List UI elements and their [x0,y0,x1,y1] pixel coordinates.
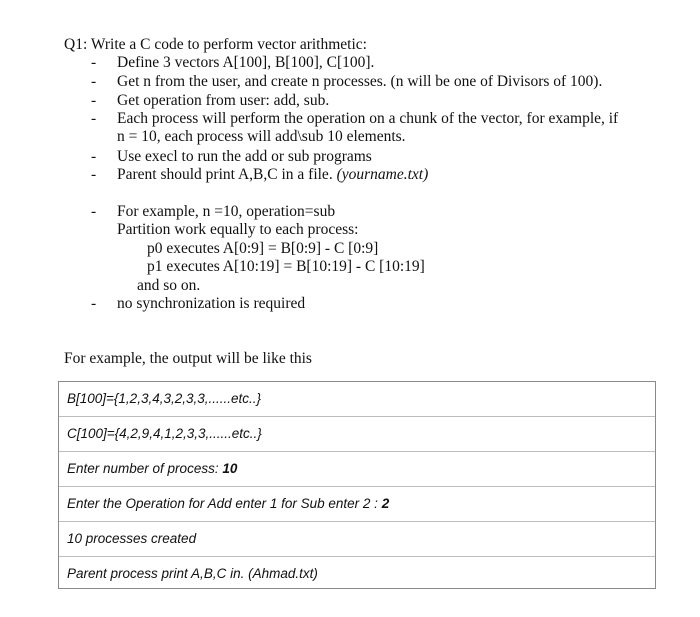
example-line-2: Partition work equally to each process: [117,221,359,238]
bullet-dash: - [91,203,97,220]
bullet-get-operation: Get operation from user: add, sub. [117,92,330,109]
output-process-prompt: Enter number of process: [67,461,223,476]
bullet-parent-print-filename: (yourname.txt) [336,166,429,183]
bullet-use-execl: Use execl to run the add or sub programs [117,148,372,165]
output-line-process-count [67,461,237,477]
bullet-no-sync: no synchronization is required [117,295,306,312]
bullet-dash: - [91,166,97,183]
output-operation-value: 2 [381,496,390,511]
bullet-get-n: Get n from the user, and create n processes. (n will be one of Divisors of 100). [117,73,603,90]
output-divider [59,486,655,487]
output-operation-prompt: Enter the Operation for Add enter 1 for Sub enter 2 : [67,496,382,511]
output-divider [59,451,655,452]
bullet-dash: - [91,73,97,90]
output-example-box [58,381,656,589]
bullet-parent-print [117,166,428,184]
question-number: Q1: [64,36,88,53]
example-line-4: p1 executes A[10:19] = B[10:19] - C [10:19] [147,258,425,275]
output-divider [59,556,655,557]
bullet-define-vectors: Define 3 vectors A[100], B[100], C[100]. [117,54,375,71]
question-heading [64,36,367,54]
bullet-dash: - [91,148,97,165]
bullet-dash: - [91,92,97,109]
example-line-5: and so on. [137,277,201,294]
example-line-1: For example, n =10, operation=sub [117,203,336,220]
bullet-dash: - [91,295,97,312]
output-process-value: 10 [222,461,238,476]
question-title: Write a C code to perform vector arithmetic: [90,36,367,53]
bullet-each-process-continuation: n = 10, each process will add\sub 10 elements. [117,128,406,145]
output-line-parent-print: Parent process print A,B,C in. (Ahmad.txt) [67,566,318,581]
bullet-each-process: Each process will perform the operation on a chunk of the vector, for example, if [117,110,619,127]
bullet-dash: - [91,110,97,127]
bullet-dash: - [91,54,97,71]
output-line-created: 10 processes created [67,531,197,546]
example-line-3: p0 executes A[0:9] = B[0:9] - C [0:9] [147,240,379,257]
bullet-parent-print-text: Parent should print A,B,C in a file. [117,166,337,183]
output-line-operation [67,496,389,512]
output-intro: For example, the output will be like this [64,350,312,367]
output-divider [59,416,655,417]
output-line-b-vector: B[100]={1,2,3,4,3,2,3,3,......etc..} [67,391,262,406]
output-line-c-vector: C[100]={4,2,9,4,1,2,3,3,......etc..} [67,426,262,441]
output-divider [59,521,655,522]
